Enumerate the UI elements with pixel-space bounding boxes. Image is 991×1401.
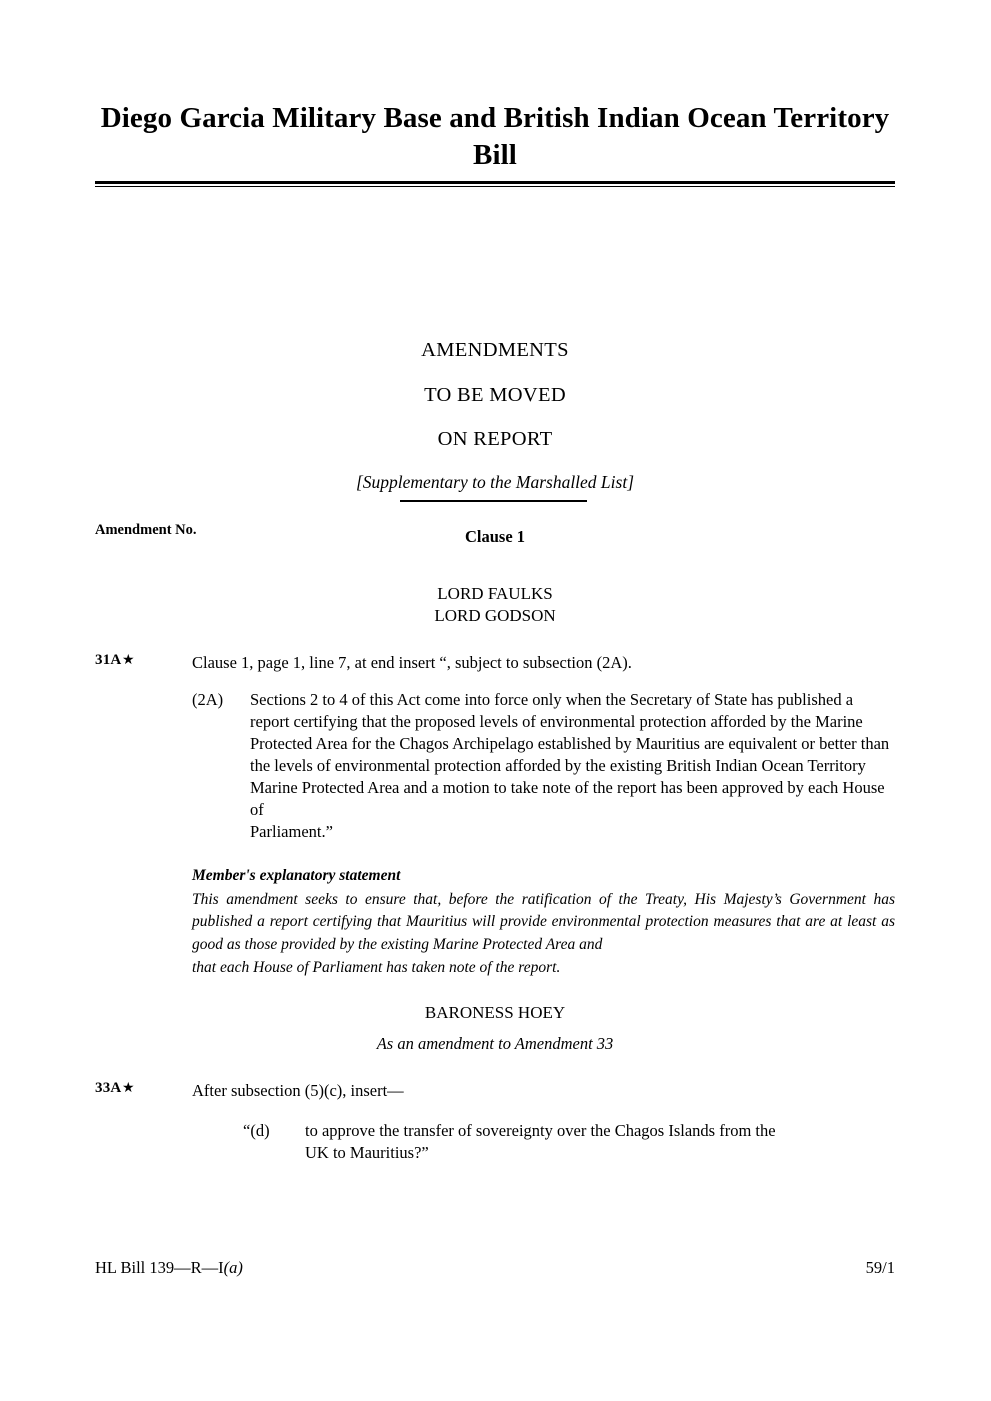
masthead-rule-thin bbox=[95, 186, 895, 187]
amendment-lead-text-33a: After subsection (5)(c), insert— bbox=[192, 1081, 404, 1100]
star-icon: ★ bbox=[121, 653, 135, 668]
clause-heading: Clause 1 bbox=[464, 527, 526, 546]
page-title: Diego Garcia Military Base and British Indian Ocean Territory Bill bbox=[100, 102, 890, 172]
heading-separator-rule bbox=[400, 500, 587, 502]
subsection-body-d bbox=[305, 1121, 895, 1164]
bill-reference bbox=[95, 1258, 243, 1278]
subsection-label-2a: (2A) bbox=[192, 690, 224, 709]
as-amendment-to-note: As an amendment to Amendment 33 bbox=[376, 1034, 614, 1053]
subsection-body-last-line: UK to Mauritius?” bbox=[305, 1143, 429, 1163]
explanatory-statement-body-last-line: that each House of Parliament has taken note of the report. bbox=[192, 958, 561, 976]
subsection-body-2a bbox=[250, 690, 895, 843]
heading-amendments: AMENDMENTS bbox=[421, 339, 569, 361]
subsection-label-d: “(d) bbox=[243, 1121, 270, 1140]
subsection-d bbox=[243, 1120, 895, 1164]
masthead-double-rule bbox=[95, 181, 895, 187]
bill-reference-suffix: (a) bbox=[223, 1258, 243, 1277]
subsection-2a bbox=[192, 689, 895, 843]
sponsor-name: LORD FAULKS bbox=[437, 584, 553, 603]
sponsor-list-first bbox=[95, 583, 895, 628]
star-icon: ★ bbox=[121, 1081, 135, 1096]
amendment-number-33a bbox=[95, 1080, 135, 1097]
page-number: 59/1 bbox=[865, 1258, 895, 1277]
masthead-rule-thick bbox=[95, 181, 895, 184]
explanatory-statement-body bbox=[192, 889, 895, 980]
subsection-body-main: Sections 2 to 4 of this Act come into force only when the Secretary of State has published a report certifying that the proposed levels of environmental protection afforded by the Marine Protected Area for the Chagos Archipelago established by Mauritius are equivalent or better than the levels of environmental protection afforded by the existing British Indian Ocean Territory Marine Protected Area and a motion to take note of the report has been approved by each House of bbox=[250, 690, 890, 820]
supplementary-note: [Supplementary to the Marshalled List] bbox=[355, 471, 635, 492]
amendments-heading-block bbox=[95, 340, 895, 491]
sponsor-name: LORD GODSON bbox=[434, 606, 556, 626]
sponsor-name: BARONESS HOEY bbox=[424, 1003, 566, 1022]
subsection-body-main: to approve the transfer of sovereignty over the Chagos Islands from the bbox=[305, 1121, 776, 1140]
explanatory-statement-title: Member's explanatory statement bbox=[192, 867, 401, 884]
explanatory-statement bbox=[192, 865, 895, 979]
sponsor-list-second bbox=[95, 1002, 895, 1024]
amendment-number-text: 33A bbox=[95, 1080, 122, 1096]
amendment-no-column-label: Amendment No. bbox=[95, 522, 197, 538]
explanatory-statement-body-main: This amendment seeks to ensure that, before the ratification of the Treaty, His Majesty’s Government has published a report certifying that Mauritius will provide environmental protection measures that are at least as good as those provided by the existing Marine Protected Area and bbox=[192, 890, 895, 953]
heading-on-report: ON REPORT bbox=[437, 428, 553, 450]
amendment-number-text: 31A bbox=[95, 652, 122, 668]
amendment-number-31a bbox=[95, 652, 135, 669]
subsection-body-last-line: Parliament.” bbox=[250, 822, 333, 842]
amendment-lead-text-31a: Clause 1, page 1, line 7, at end insert “, subject to subsection (2A). bbox=[192, 653, 632, 672]
heading-to-be-moved: TO BE MOVED bbox=[424, 383, 566, 406]
bill-reference-prefix: HL Bill 139—R—I bbox=[95, 1258, 224, 1277]
masthead bbox=[95, 100, 895, 174]
